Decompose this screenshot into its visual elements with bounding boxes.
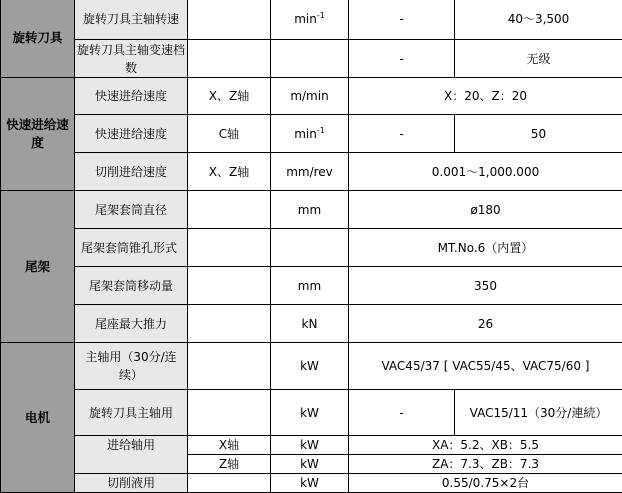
value-cell: - xyxy=(349,390,455,436)
item-label: 尾架套筒移动量 xyxy=(75,267,188,305)
unit-cell: kW xyxy=(271,436,349,455)
value-cell: 26 xyxy=(349,305,622,343)
unit-cell: mm/rev xyxy=(271,153,349,191)
category-rotary-tool: 旋转刀具 xyxy=(1,0,75,78)
item-label: 快速进给速度 xyxy=(75,78,188,115)
item-label: 尾架套筒直径 xyxy=(75,191,188,229)
axis-cell xyxy=(188,343,271,390)
unit-cell: kN xyxy=(271,305,349,343)
item-label: 尾座最大推力 xyxy=(75,305,188,343)
table-row xyxy=(1,267,622,305)
axis-cell xyxy=(188,390,271,436)
unit-cell xyxy=(271,229,349,267)
value-cell: VAC45/37 [ VAC55/45、VAC75/60 ] xyxy=(349,343,622,390)
category-rapid-feed: 快速进给速度 xyxy=(1,78,75,191)
axis-cell: Z轴 xyxy=(188,455,271,474)
value-cell: ZA：7.3、ZB：7.3 xyxy=(349,455,622,474)
unit-cell: kW xyxy=(271,390,349,436)
table-row xyxy=(1,436,622,455)
value-cell: X：20、Z：20 xyxy=(349,78,622,115)
value-cell: VAC15/11（30分/連続） xyxy=(455,390,622,436)
unit-cell: kW xyxy=(271,474,349,493)
table-row xyxy=(1,153,622,191)
item-label: 旋转刀具主轴用 xyxy=(75,390,188,436)
axis-cell xyxy=(188,267,271,305)
axis-cell: X、Z轴 xyxy=(188,153,271,191)
item-label: 旋转刀具主轴变速档数 xyxy=(75,40,188,78)
value-cell: 40～3,500 xyxy=(455,0,622,40)
table-row xyxy=(1,343,622,390)
axis-cell xyxy=(188,305,271,343)
unit-cell: kW xyxy=(271,455,349,474)
table-row xyxy=(1,229,622,267)
item-label: 尾架套筒锥孔形式 xyxy=(75,229,188,267)
table-row xyxy=(1,78,622,115)
table-row xyxy=(1,474,622,493)
value-cell: - xyxy=(349,115,455,153)
item-label: 快速进给速度 xyxy=(75,115,188,153)
table-row xyxy=(1,191,622,229)
item-label: 进给轴用 xyxy=(75,436,188,474)
value-cell: 无级 xyxy=(455,40,622,78)
axis-cell: X轴 xyxy=(188,436,271,455)
unit-cell: kW xyxy=(271,343,349,390)
value-cell: 0.001～1,000.000 xyxy=(349,153,622,191)
category-motor: 电机 xyxy=(1,343,75,493)
unit-cell: $\min^{-1}$ xyxy=(271,115,349,153)
axis-cell xyxy=(188,0,271,40)
axis-cell xyxy=(188,40,271,78)
table-row xyxy=(1,390,622,436)
unit-cell: mm xyxy=(271,267,349,305)
item-label: 旋转刀具主轴转速 xyxy=(75,0,188,40)
value-cell: - xyxy=(349,0,455,40)
unit-cell xyxy=(271,40,349,78)
value-cell: MT.No.6（内置） xyxy=(349,229,622,267)
value-cell: 50 xyxy=(455,115,622,153)
axis-cell xyxy=(188,191,271,229)
value-cell: 350 xyxy=(349,267,622,305)
value-cell: XA：5.2、XB：5.5 xyxy=(349,436,622,455)
table-row xyxy=(1,0,622,40)
value-cell: - xyxy=(349,40,455,78)
axis-cell: X、Z轴 xyxy=(188,78,271,115)
axis-cell: C轴 xyxy=(188,115,271,153)
unit-cell: m/min xyxy=(271,78,349,115)
table-row xyxy=(1,305,622,343)
unit-cell: mm xyxy=(271,191,349,229)
table-row xyxy=(1,115,622,153)
item-label: 切削进给速度 xyxy=(75,153,188,191)
value-cell: ø180 xyxy=(349,191,622,229)
axis-cell xyxy=(188,229,271,267)
category-tailstock: 尾架 xyxy=(1,191,75,343)
axis-cell xyxy=(188,474,271,493)
value-cell: 0.55/0.75×2台 xyxy=(349,474,622,493)
table-row xyxy=(1,40,622,78)
item-label: 切削液用 xyxy=(75,474,188,493)
item-label: 主轴用（30分/连续） xyxy=(75,343,188,390)
unit-cell: $\min^{-1}$ xyxy=(271,0,349,40)
